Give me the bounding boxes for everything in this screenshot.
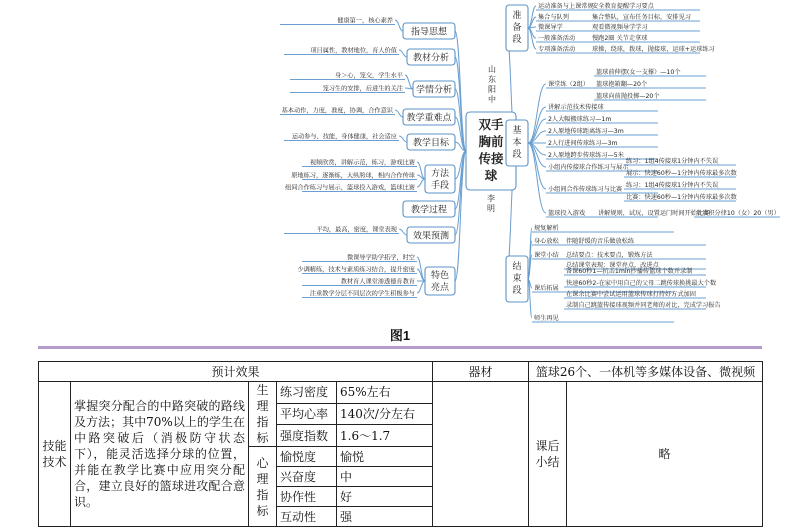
- right-leaf-text: 一般准备活动: [538, 35, 576, 42]
- right-branch-label: 段: [512, 150, 522, 160]
- indicator-name: 强度指数: [277, 425, 337, 447]
- indicator-value: 强: [337, 507, 433, 527]
- right-leaf-text: 微课导学: [538, 24, 563, 31]
- right-leaf-text: 身心放松: [534, 238, 559, 245]
- left-branch-label: 教学目标: [412, 138, 450, 149]
- right-leaf-text: 总结要点：技术要点，锻炼方法: [566, 252, 653, 259]
- right-leaf-text: 伴随舒缓的音乐做放松练: [566, 238, 635, 245]
- left-branch-label: 方法: [430, 169, 450, 179]
- left-leaf-text: 原地练习，逐渐练，大纵胯球，相内合作传球: [291, 172, 415, 180]
- right-branch-label: 束: [512, 274, 522, 284]
- indicator-value: 中: [337, 467, 433, 487]
- center-title-line: 传接: [478, 151, 504, 166]
- left-leaf-text: 项目属性，教材地位，育人价值: [310, 47, 397, 55]
- right-leaf-text: 小组间合作传球练习与比赛: [548, 186, 623, 193]
- left-branch-label: 亮点: [430, 283, 450, 293]
- right-branch-label: 结: [512, 262, 522, 272]
- right-leaf-text: 规复解析: [534, 225, 559, 232]
- indicator-name: 互动性: [277, 507, 337, 527]
- author-school-char: 中: [488, 95, 496, 104]
- indicator-name: 练习密度: [277, 382, 337, 404]
- left-branch-label: 教学重难点: [406, 113, 452, 124]
- center-title-line: 双手: [478, 117, 504, 132]
- right-leaf-text: 比赛：快速60秒—1分钟内传球最多次数: [626, 194, 737, 201]
- indicator-value: 好: [337, 487, 433, 507]
- lesson-plan-table: [38, 361, 763, 527]
- right-branch-label: 本: [512, 138, 522, 148]
- indicator-value: 愉悦: [337, 447, 433, 467]
- equipment-value: 篮球26个、一体机等多媒体设备、微视频: [529, 362, 763, 382]
- left-leaf-text: 健康第一，核心素养: [337, 17, 393, 25]
- right-leaf-text: 总结课堂表现：课堂亮点，改进点: [566, 262, 659, 269]
- right-leaf-text: 小组内传接球合作练习与展示: [548, 164, 629, 171]
- right-leaf-detail: 球操，绕球，拨球，抛接球，运球+运球练习: [592, 46, 715, 53]
- right-leaf-detail: 集合整队，宣布任务目标，安排见习: [592, 14, 691, 21]
- right-leaf-text: 运动准备与上课常规: [538, 3, 594, 10]
- figure-caption: 图1: [389, 328, 411, 343]
- equipment-header: 器材: [433, 362, 529, 382]
- indicator-value: 140次/分左右: [337, 403, 433, 425]
- right-leaf-text: 篮球前伸摆(女一支撑）—10个: [596, 69, 681, 76]
- right-branch-label: 准: [512, 11, 522, 21]
- right-leaf-text: 讲解示范技术传接球: [548, 104, 604, 111]
- author-school-char: 阳: [488, 85, 496, 94]
- left-leaf-text: 笼习生的安排，后进生的关注: [322, 85, 403, 93]
- right-leaf-text: 篮球投入游戏: [548, 210, 586, 217]
- right-leaf-text: 备课60秒1—抗击1min抄播传篮球个数并录制: [566, 268, 693, 275]
- right-leaf-text: 录制自己跳篮传接球视频并同老师的对比，完成学习报告: [566, 302, 721, 309]
- right-branch-label: 段: [512, 35, 522, 45]
- right-leaf-text: 讲解规则，试玩，设置运门时间开始比赛: [598, 210, 710, 217]
- indicator-name: 兴奋度: [277, 467, 337, 487]
- right-leaf-detail: 慢跑2圈 关节走拿球: [592, 35, 648, 42]
- expected-effect-header: 预计效果: [39, 362, 433, 382]
- left-branch-label: 教材分析: [412, 53, 450, 64]
- right-leaf-text: 练习：1组4传接球1分钟内不失误: [626, 158, 719, 165]
- skill-description: 掌握突分配合的中路突破的路线及方法；其中70%以上的学生在中路突破后（消极防守状态下），能灵活选择分球的位置，并能在教学比赛中应用突分配合，建立良好的篮球进攻配合意识。: [71, 382, 249, 527]
- right-leaf-text: 课后拓展: [534, 285, 559, 292]
- center-title-line: 胸前: [478, 134, 504, 149]
- indicator-value: 1.6～1.7: [337, 425, 433, 447]
- left-branch-label: 学情分析: [415, 85, 453, 96]
- right-leaf-text: 负责积分律10（女）20（男）: [696, 210, 780, 217]
- right-leaf-text: 2人原地传球距离练习—3m: [548, 128, 624, 135]
- left-branch-label: 特色: [430, 271, 450, 281]
- physiological-label: 生理指标: [249, 382, 277, 447]
- left-leaf-text: 组间合作练习与展示，篮球投入游戏，篮球比赛: [285, 184, 415, 192]
- section-divider: [38, 346, 762, 349]
- right-leaf-text: 师生再见: [534, 315, 559, 322]
- right-branch-label: 基: [512, 126, 522, 136]
- right-leaf-text: 2人大幅搬球练习—1m: [548, 116, 612, 123]
- left-branch-label: 教学过程: [410, 205, 448, 216]
- left-leaf-text: 教材育人课堂渗透德育教育: [340, 278, 415, 286]
- right-branch-label: 段: [512, 286, 522, 296]
- summary-label: 课后小结: [529, 382, 567, 527]
- summary-value: 略: [567, 382, 763, 527]
- left-leaf-text: 基本动作，力度，准度，协调，合作意识: [281, 107, 393, 115]
- left-leaf-text: 注重教学分层不同层次的学生积极参与: [309, 290, 415, 298]
- right-leaf-detail: 安全教育提醒学习要点: [592, 3, 654, 10]
- indicator-value: 65%左右: [337, 382, 433, 404]
- right-leaf-text: 展示：快速60秒—1分钟内传球最多次数: [626, 170, 737, 177]
- indicator-name: 协作性: [277, 487, 337, 507]
- right-leaf-text: 篮球抱箱翻—20个: [596, 81, 648, 88]
- left-branch-label: 指导思想: [410, 27, 448, 38]
- left-leaf-text: 身＞心，笼交，学生水平: [334, 72, 403, 80]
- left-branch-label: 手段: [430, 181, 450, 191]
- right-leaf-text: 2人原地跨步传球练习—5米: [548, 152, 624, 159]
- author-school-char: 山: [488, 65, 496, 74]
- indicator-name: 平均心率: [277, 403, 337, 425]
- right-leaf-text: 课堂小结: [534, 252, 559, 259]
- indicator-name: 愉悦度: [277, 447, 337, 467]
- left-leaf-text: 运动参与、技能，身体健康，社会适应: [291, 133, 397, 141]
- right-leaf-text: 快速60秒2-在家中用自己的父母二跳传球换挑最大个数: [566, 280, 717, 287]
- psychological-label: 心理指标: [249, 447, 277, 527]
- skill-label: 技能技术: [39, 382, 71, 527]
- right-leaf-text: 练习：1组4传接球1分钟内不失误: [626, 182, 719, 189]
- author-school-char: 东: [488, 75, 496, 84]
- right-leaf-text: 在课余比赛中尝试运用篮球传球打持好方式加固: [566, 291, 696, 298]
- left-leaf-text: 少调精练，技术与素质练习结合，提升密度: [297, 266, 415, 274]
- author-name-char: 明: [487, 204, 495, 213]
- right-leaf-detail: 观看微视频导学学习: [592, 24, 648, 31]
- right-leaf-text: 2人行进间传球练习—3m: [548, 140, 618, 147]
- left-leaf-text: 平均，最高，密度，课堂表现: [316, 226, 397, 234]
- left-leaf-text: 视频欣赏，讲解示范，练习，游戏比赛: [309, 159, 415, 167]
- right-leaf-text: 专项准备活动: [538, 46, 576, 53]
- author-name-char: 李: [487, 194, 495, 203]
- center-title-line: 球: [484, 168, 498, 183]
- right-leaf-text: 篮球向前抛投掷—20个: [596, 93, 660, 100]
- right-branch-label: 备: [512, 23, 522, 33]
- left-leaf-text: 微课导学助学拓学，时空: [346, 254, 415, 262]
- right-leaf-text: 集合与队列: [538, 14, 569, 21]
- right-leaf-text: 课堂练（2组）: [548, 81, 590, 88]
- left-branch-label: 效果预测: [412, 231, 450, 242]
